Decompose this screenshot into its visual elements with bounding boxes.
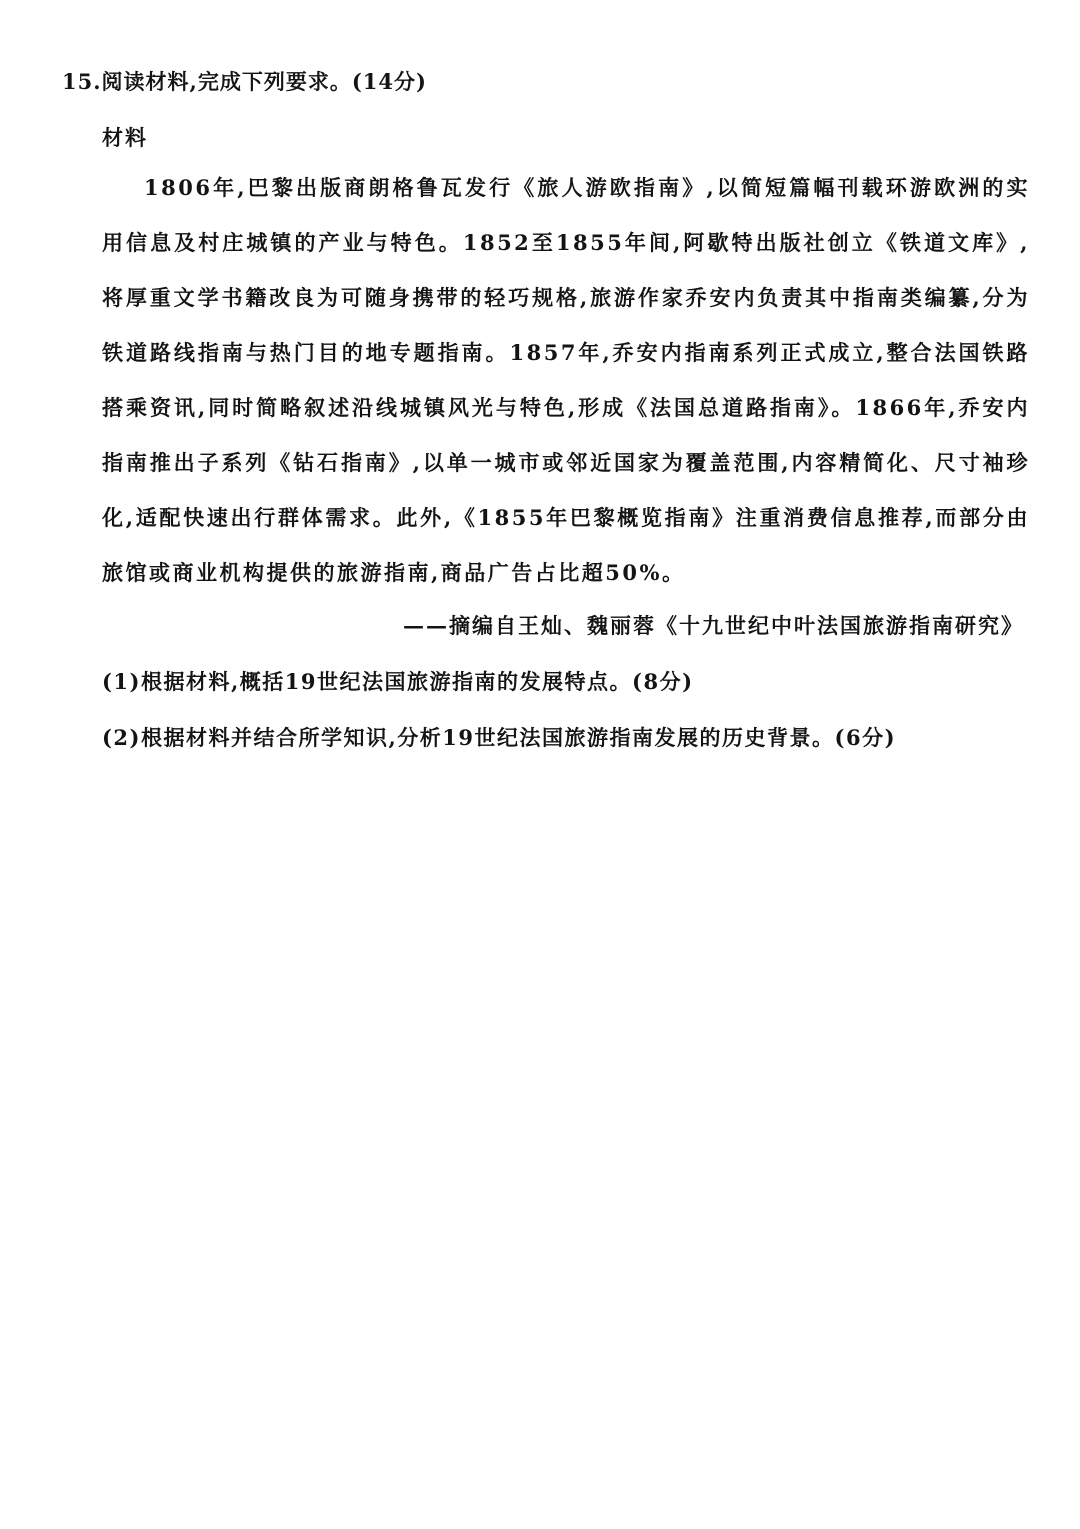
question-title: 15.阅读材料,完成下列要求。(14分) (62, 69, 427, 94)
sub-question-2: (2)根据材料并结合所学知识,分析19世纪法国旅游指南发展的历史背景。(6分) (102, 725, 896, 750)
sub-question-1: (1)根据材料,概括19世纪法国旅游指南的发展特点。(8分) (102, 669, 694, 694)
material-text: 1806年,巴黎出版商朗格鲁瓦发行《旅人游欧指南》,以简短篇幅刊载环游欧洲的实用信息及村庄城镇的产业与特色。1852至1855年间,阿歇特出版社创立《铁道文库》,将厚重文学书籍改良为可随身携带的轻巧规格,旅游作家乔安内负责其中指南类编纂,分为铁道路线指南与热门目的地专题指南。1857年,乔安内指南系列正式成立,整合法国铁路搭乘资讯,同时简略叙述沿线城镇风光与特色,形成《法国总道路指南》。1866年,乔安内指南推出子系列《钻石指南》,以单一城市或邻近国家为覆盖范围,内容精简化、尺寸袖珍化,适配快速出行群体需求。此外,《1855年巴黎概览指南》注重消费信息推荐,而部分由旅馆或商业机构提供的旅游指南,商品广告占比超50%。 (102, 175, 1030, 585)
material-heading: 材料 (102, 125, 148, 150)
source-citation: ——摘编自王灿、魏丽蓉《十九世纪中叶法国旅游指南研究》 (403, 613, 1024, 638)
